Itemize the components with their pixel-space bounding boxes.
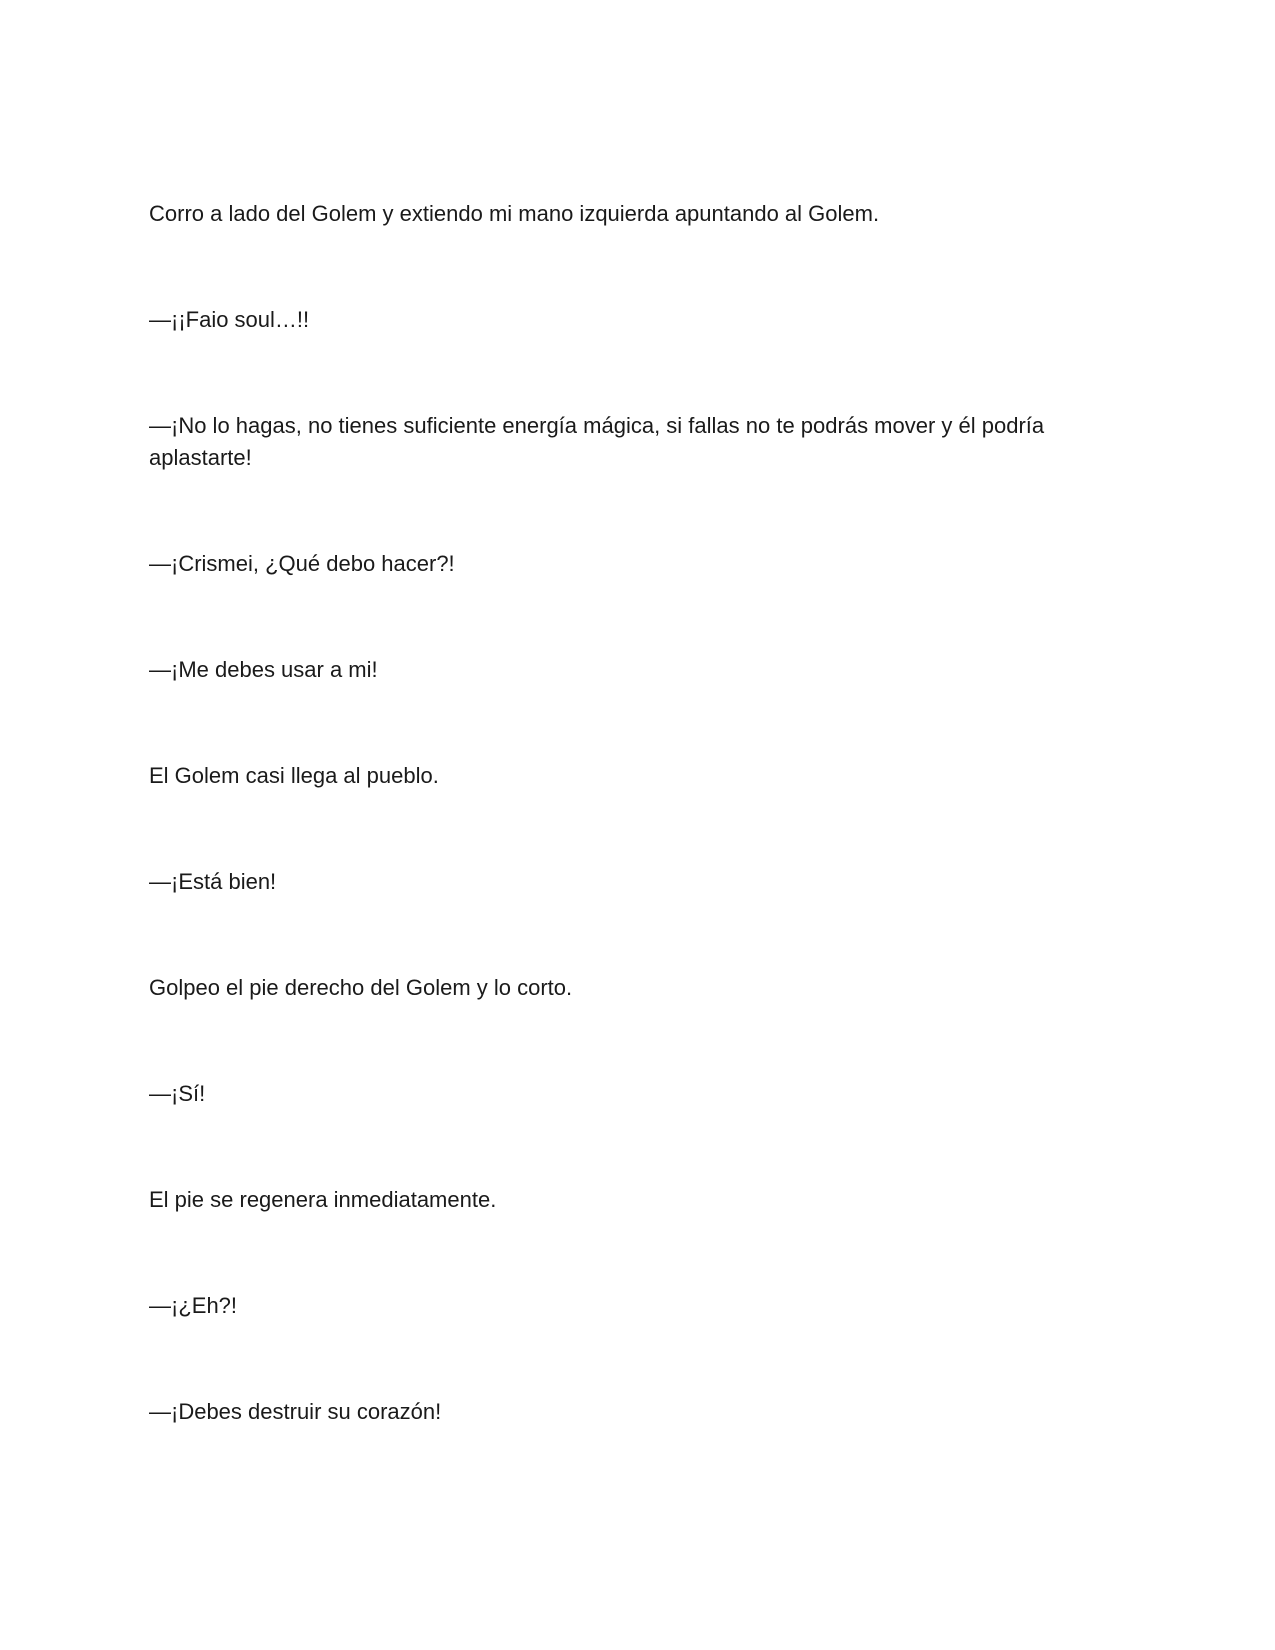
paragraph: —¡Sí! [149,1081,206,1106]
paragraph: —¡¡Faio soul…!! [149,307,310,332]
paragraph: —¡Me debes usar a mi! [149,657,378,682]
paragraph: —¡Crismei, ¿Qué debo hacer?! [149,551,455,576]
paragraph: —¡No lo hagas, no tienes suficiente energía mágica, si fallas no te podrás mover y él podría aplastarte! [149,413,1045,470]
paragraph: —¡Está bien! [149,869,277,894]
paragraph: Golpeo el pie derecho del Golem y lo corto. [149,975,573,1000]
paragraph: —¡¿Eh?! [149,1293,238,1318]
document-body [149,198,1099,1428]
paragraph: —¡Debes destruir su corazón! [149,1399,442,1424]
paragraph: El Golem casi llega al pueblo. [149,763,439,788]
paragraph: El pie se regenera inmediatamente. [149,1187,497,1212]
paragraph: Corro a lado del Golem y extiendo mi mano izquierda apuntando al Golem. [149,201,880,226]
